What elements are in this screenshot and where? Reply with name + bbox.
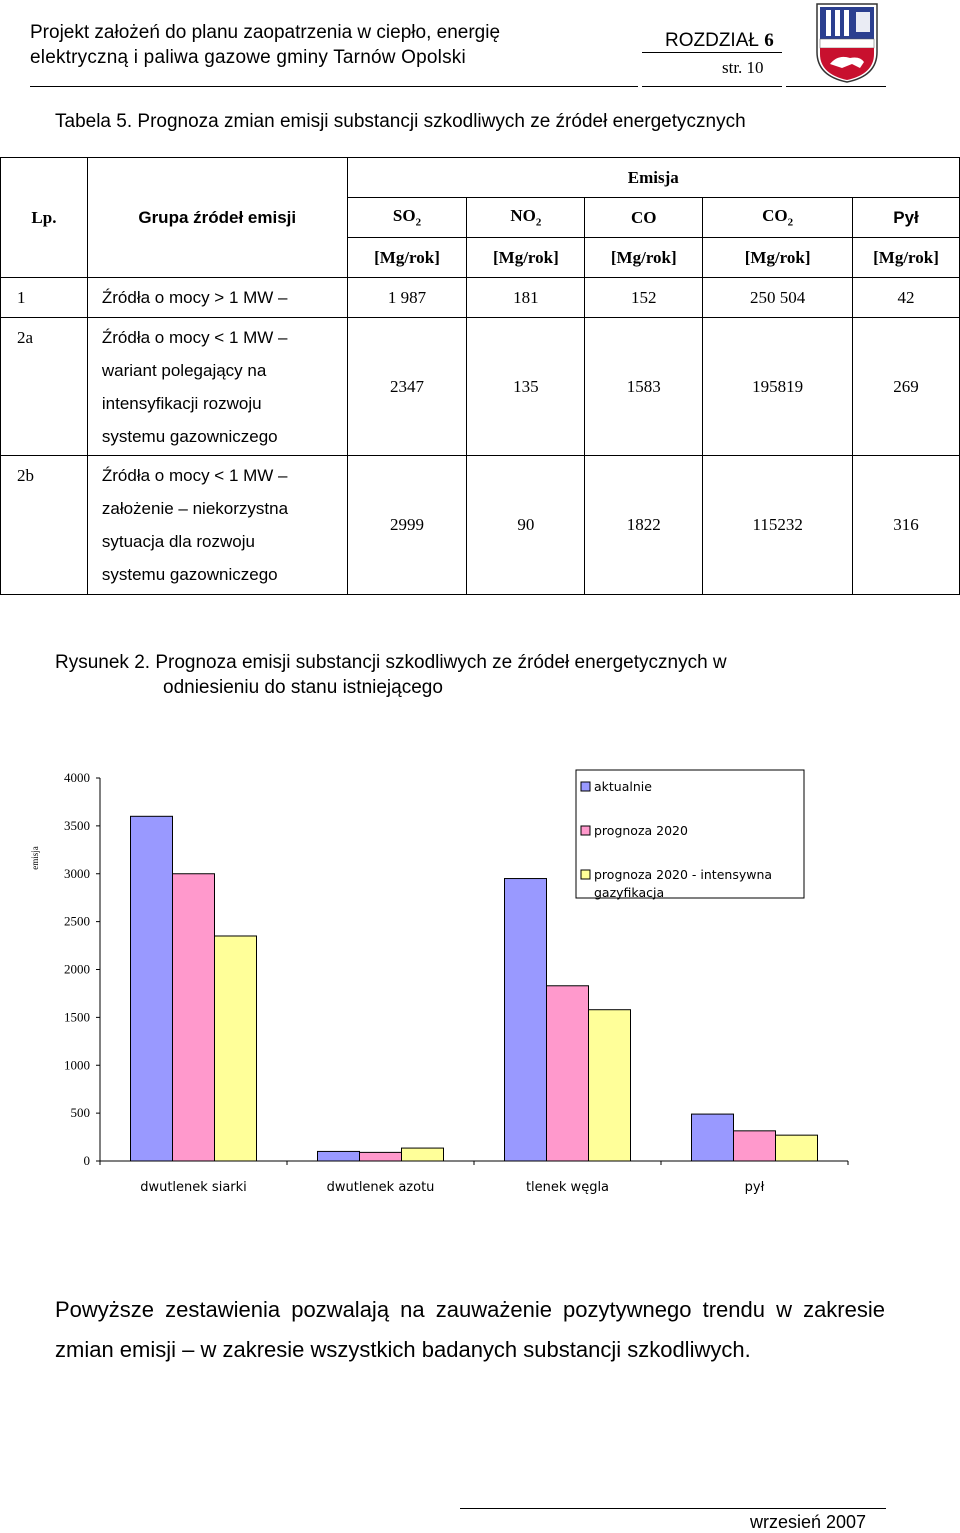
chapter-label-text: ROZDZIAŁ bbox=[665, 30, 759, 51]
cell-value: 2347 bbox=[347, 318, 467, 456]
y-axis-label: emisja bbox=[30, 846, 40, 870]
table-row bbox=[1, 456, 960, 595]
table-caption: Tabela 5. Prognoza zmian emisji substancji szkodliwych ze źródeł energetycznych bbox=[55, 111, 746, 132]
row-lp: 2b bbox=[1, 456, 88, 595]
y-tick-label: 3500 bbox=[64, 817, 90, 833]
x-tick-label: pył bbox=[744, 1180, 765, 1195]
unit-co: [Mg/rok] bbox=[585, 238, 703, 278]
legend-label: prognoza 2020 bbox=[594, 823, 688, 838]
legend bbox=[576, 770, 804, 900]
bar bbox=[505, 879, 547, 1161]
y-tick-label: 3000 bbox=[64, 865, 90, 881]
bar bbox=[402, 1148, 444, 1161]
bar bbox=[173, 874, 215, 1161]
summary-paragraph: Powyższe zestawienia pozwalają na zauważenie pozytywnego trendu w zakresie zmian emisji – w zakresie wszystkich badanych substancji szkodliwych. bbox=[55, 1297, 885, 1362]
cell-value: 1 987 bbox=[347, 278, 467, 318]
y-tick-label: 0 bbox=[83, 1153, 90, 1168]
footer-date: wrzesień 2007 bbox=[750, 1512, 867, 1532]
y-tick-label: 500 bbox=[70, 1105, 90, 1121]
header-rule-mid-bottom bbox=[642, 86, 782, 87]
chapter-number: 6 bbox=[764, 30, 774, 51]
y-tick-label: 1000 bbox=[64, 1057, 90, 1073]
header-co2: $CO_2$ bbox=[703, 198, 853, 238]
coat-of-arms-logo bbox=[812, 2, 882, 84]
x-tick-label: dwutlenek azotu bbox=[326, 1180, 435, 1195]
y-tick-label: 2500 bbox=[64, 913, 90, 929]
table-row bbox=[1, 278, 960, 318]
table-row bbox=[1, 318, 960, 456]
cell-value: 2999 bbox=[347, 456, 467, 595]
header-rule-right bbox=[786, 86, 886, 87]
bar bbox=[360, 1152, 402, 1161]
cell-value: 316 bbox=[853, 456, 960, 595]
emissions-table bbox=[0, 157, 960, 595]
cell-value: 269 bbox=[853, 318, 960, 456]
legend-swatch bbox=[581, 826, 590, 835]
bar bbox=[692, 1114, 734, 1161]
bar bbox=[215, 936, 257, 1161]
legend-label: aktualnie bbox=[594, 779, 652, 794]
footer-rule bbox=[460, 1508, 886, 1509]
row-lp: 1 bbox=[1, 278, 88, 318]
figure-caption-line-1: Rysunek 2. Prognoza emisji substancji szkodliwych ze źródeł energetycznych w bbox=[55, 652, 727, 673]
row-lp: 2a bbox=[1, 318, 88, 456]
cell-value: 135 bbox=[467, 318, 585, 456]
page-number: str. 10 bbox=[722, 58, 764, 77]
header-lp: Lp. bbox=[1, 158, 88, 278]
emission-bar-chart bbox=[0, 740, 960, 1210]
y-tick-label: 2000 bbox=[64, 961, 90, 977]
bar bbox=[318, 1151, 360, 1161]
header-pyl: Pył bbox=[853, 198, 960, 238]
cell-value: 195819 bbox=[703, 318, 853, 456]
unit-pyl: [Mg/rok] bbox=[853, 238, 960, 278]
bar bbox=[547, 986, 589, 1161]
bar bbox=[776, 1135, 818, 1161]
header-emission: Emisja bbox=[347, 158, 959, 198]
chapter-label bbox=[665, 30, 774, 52]
cell-value: 1822 bbox=[585, 456, 703, 595]
legend-label: gazyfikacja bbox=[594, 885, 665, 900]
cell-value: 42 bbox=[853, 278, 960, 318]
legend-label: prognoza 2020 - intensywna bbox=[594, 867, 773, 882]
x-tick-label: tlenek węgla bbox=[525, 1180, 610, 1195]
header-group: Grupa źródeł emisji bbox=[87, 158, 347, 278]
figure-caption bbox=[55, 650, 727, 700]
row-label: Źródła o mocy > 1 MW – bbox=[87, 278, 347, 318]
bar bbox=[589, 1010, 631, 1161]
header-so2: $SO_2$ bbox=[347, 198, 467, 238]
cell-value: 181 bbox=[467, 278, 585, 318]
document-title-line-1: Projekt założeń do planu zaopatrzenia w ciepło, energię bbox=[30, 22, 501, 43]
header-no2: $NO_2$ bbox=[467, 198, 585, 238]
bar bbox=[734, 1131, 776, 1161]
cell-value: 152 bbox=[585, 278, 703, 318]
row-label: Źródła o mocy < 1 MW – założenie – niekorzystna sytuacja dla rozwoju systemu gazowniczego bbox=[87, 456, 347, 595]
x-tick-label: dwutlenek siarki bbox=[140, 1180, 247, 1195]
unit-so2: [Mg/rok] bbox=[347, 238, 467, 278]
cell-value: 1583 bbox=[585, 318, 703, 456]
legend-swatch bbox=[581, 870, 590, 879]
header-rule-left bbox=[30, 86, 638, 87]
row-label: Źródła o mocy < 1 MW – wariant polegający na intensyfikacji rozwoju systemu gazowniczego bbox=[87, 318, 347, 456]
legend-swatch bbox=[581, 782, 590, 791]
header-rule-mid bbox=[642, 52, 782, 53]
unit-co2: [Mg/rok] bbox=[703, 238, 853, 278]
cell-value: 250 504 bbox=[703, 278, 853, 318]
document-title-line-2: elektryczną i paliwa gazowe gminy Tarnów Opolski bbox=[30, 47, 466, 68]
header-co: CO bbox=[585, 198, 703, 238]
cell-value: 115232 bbox=[703, 456, 853, 595]
y-tick-label: 4000 bbox=[64, 770, 90, 785]
cell-value: 90 bbox=[467, 456, 585, 595]
y-tick-label: 1500 bbox=[64, 1009, 90, 1025]
figure-caption-line-2: odniesieniu do stanu istniejącego bbox=[163, 677, 443, 698]
unit-no2: [Mg/rok] bbox=[467, 238, 585, 278]
bar bbox=[131, 816, 173, 1161]
